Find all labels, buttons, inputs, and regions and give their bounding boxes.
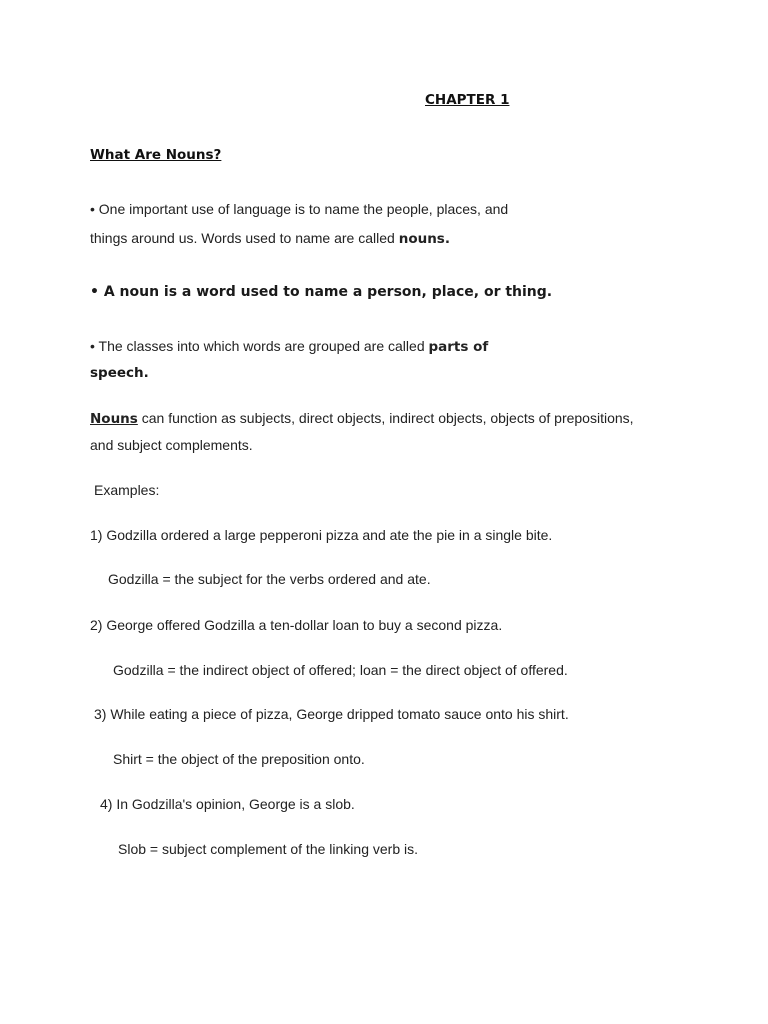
- function-para-rest: can function as subjects, direct objects, indirect objects, objects of prepositions,: [137, 410, 634, 426]
- bullet-3-bold-term: parts of: [428, 339, 489, 355]
- example-2-explanation: Godzilla = the indirect object of offered; loan = the direct object of offered.: [113, 662, 568, 678]
- bullet-3-line-1: [90, 337, 488, 356]
- function-para-line-1: [90, 409, 634, 428]
- example-1-explanation: Godzilla = the subject for the verbs ordered and ate.: [108, 571, 431, 587]
- example-3-sentence: 3) While eating a piece of pizza, George dripped tomato sauce onto his shirt.: [94, 706, 569, 722]
- bullet-1-line-1: • One important use of language is to name the people, places, and: [90, 201, 509, 217]
- examples-label: Examples:: [94, 482, 160, 498]
- bullet-3-text: • The classes into which words are grouped are called: [90, 338, 429, 354]
- bullet-2-definition: • A noun is a word used to name a person, place, or thing.: [90, 284, 553, 300]
- example-3-explanation: Shirt = the object of the preposition onto.: [113, 751, 365, 767]
- bullet-1-text: things around us. Words used to name are called: [90, 230, 399, 246]
- bullet-1-line-2: [90, 229, 450, 248]
- example-1-sentence: 1) Godzilla ordered a large pepperoni pizza and ate the pie in a single bite.: [90, 527, 553, 543]
- section-title: What Are Nouns?: [90, 147, 222, 163]
- example-4-sentence: 4) In Godzilla's opinion, George is a slob.: [100, 796, 355, 812]
- example-4-explanation: Slob = subject complement of the linking verb is.: [118, 841, 418, 857]
- example-2-sentence: 2) George offered Godzilla a ten-dollar loan to buy a second pizza.: [90, 617, 503, 633]
- bullet-3-line-2: speech.: [90, 365, 149, 381]
- bullet-1-bold-term: nouns.: [398, 231, 450, 247]
- function-para-line-2: and subject complements.: [90, 437, 253, 453]
- nouns-lead-word: Nouns: [90, 411, 138, 427]
- chapter-heading: CHAPTER 1: [425, 92, 510, 108]
